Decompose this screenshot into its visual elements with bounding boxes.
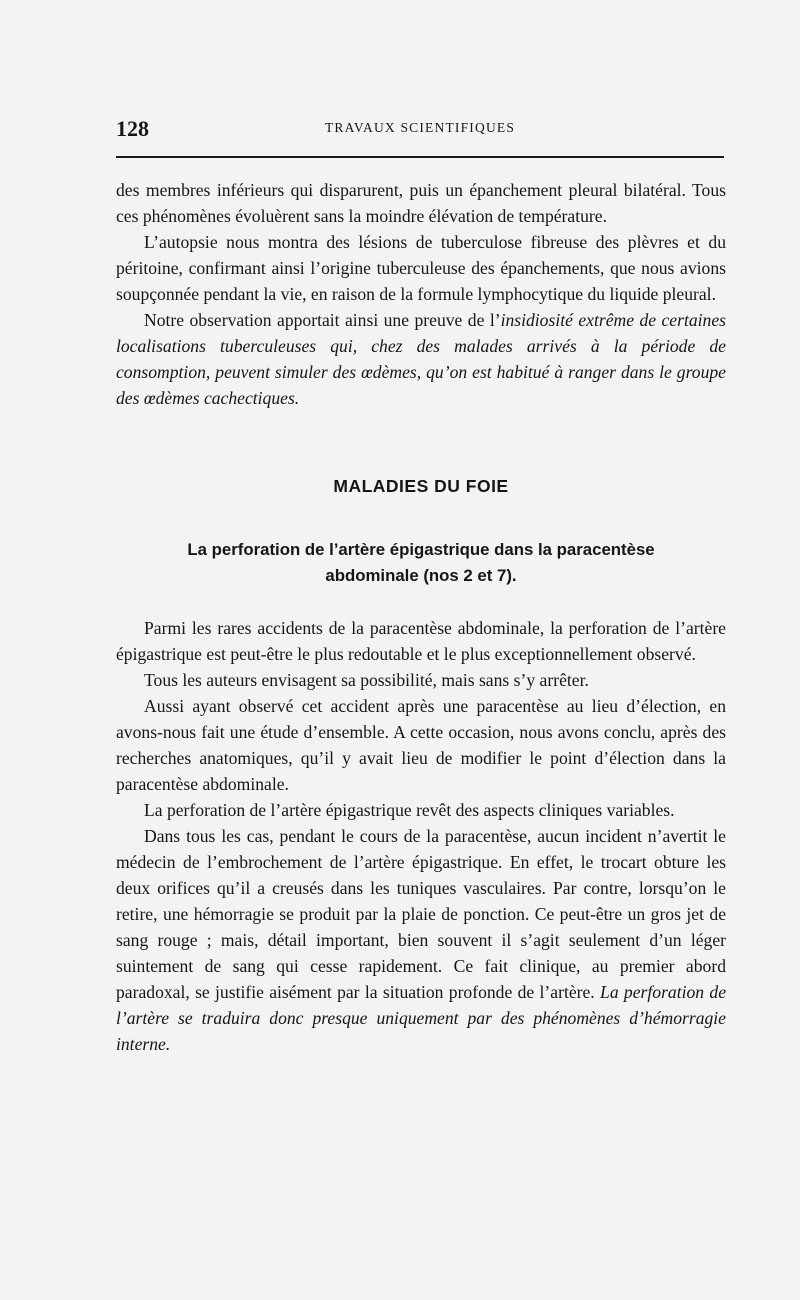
- subsection-title: [116, 537, 726, 589]
- page-header: [116, 114, 724, 144]
- paragraph-hemorragie-text: Dans tous les cas, pendant le cours de la paracentèse, aucun incident n’avertit le médecin de l’embrochement de l’artère épigastrique. En effet, le trocart obture les deux orifices qu’il a creusés dans les tuniques vasculaires. Par contre, lorsqu’on le retire, une hémorragie se produit par la plaie de ponction. Ce peut-être un gros jet de sang rouge ; mais, détail important, bien souvent il s’agit seulement d’un léger suintement de sang qui cesse rapidement. Ce fait clinique, au premier abord paradoxal, se justifie aisément par la situation profonde de l’artère.: [116, 826, 726, 1002]
- paragraph-hemorragie-italic: La perforation de l’artère se traduira donc presque uniquement par des phénomènes d’hémorragie interne.: [116, 982, 727, 1054]
- paragraph-continuation: des membres inférieurs qui disparurent, puis un épanchement pleural bilatéral. Tous ces phénomènes évoluèrent sans la moindre élévation de température.: [116, 180, 726, 226]
- subsection-title-line2: abdominale (nos 2 et 7).: [325, 566, 517, 585]
- paragraph-auteurs: Tous les auteurs envisagent sa possibilité, mais sans s’y arrêter.: [144, 670, 589, 690]
- paragraph-observation-text: Notre observation apportait ainsi une preuve de l’: [144, 310, 501, 330]
- paragraph-aspects: La perforation de l’artère épigastrique revêt des aspects cliniques variables.: [144, 800, 675, 820]
- subsection-title-line1: La perforation de l’artère épigastrique dans la paracentèse: [187, 540, 655, 559]
- paragraph-hemorragie: [116, 823, 726, 1057]
- section-text: [116, 615, 726, 1057]
- section-title: MALADIES DU FOIE: [333, 476, 509, 496]
- paragraph-observation-italic: insidiosité extrême de certaines localisations tuberculeuses qui, chez des malades arrivés à la période de consomption, peuvent simuler des œdèmes, qu’on est habitué à ranger dans le groupe des œdèmes cachectiques.: [116, 310, 726, 408]
- paragraph-autopsie: L’autopsie nous montra des lésions de tuberculose fibreuse des plèvres et du péritoine, confirmant ainsi l’origine tuberculeuse des épanchements, que nous avions soupçonnée pendant la vie, en raison de la formule lymphocytique du liquide pleural.: [116, 232, 726, 304]
- paragraph-observation: [116, 307, 726, 411]
- paragraph-accidents: Parmi les rares accidents de la paracentèse abdominale, la perforation de l’artère épigastrique est peut-être le plus redoutable et le plus exceptionnellement observé.: [116, 618, 726, 664]
- page-number: 128: [116, 116, 149, 141]
- running-title: TRAVAUX SCIENTIFIQUES: [324, 120, 516, 135]
- page-body: [116, 177, 726, 1057]
- paragraph-election: Aussi ayant observé cet accident après une paracentèse au lieu d’élection, en avons-nous fait une étude d’ensemble. A cette occasion, nous avons conclu, après des recherches anatomiques, qu’il y avait lieu de modifier le point d’élection dans la paracentèse abdominale.: [116, 696, 726, 794]
- header-rule: [116, 156, 724, 158]
